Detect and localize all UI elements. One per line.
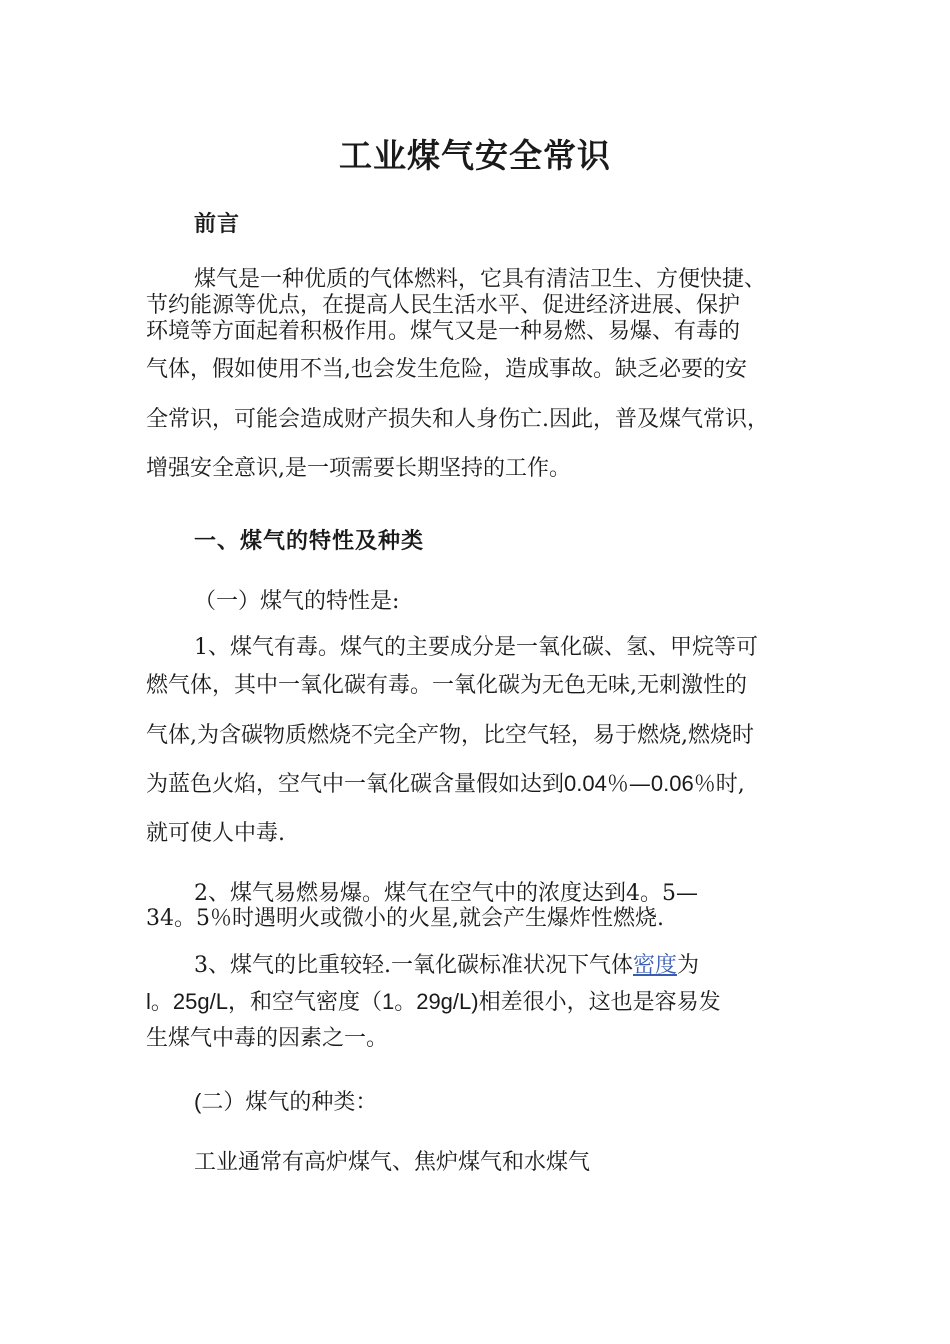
paren: ( [194, 1089, 202, 1114]
subsection-heading: （一）煤气的特性是: [194, 589, 400, 614]
item1-text: ％时, [693, 772, 745, 797]
item1-value: 0.06 [650, 771, 694, 796]
item2-line: 2、煤气易燃易爆。煤气在空气中的浓度达到4。5— [194, 881, 698, 906]
item3-text: ，和空气密度（ [227, 990, 382, 1015]
item3-line [146, 988, 721, 1017]
preface-heading: 前言 [194, 211, 241, 237]
item1-text: ％— [606, 772, 651, 797]
item3-value: l。25g/L [146, 989, 228, 1014]
subsection-heading [194, 1088, 377, 1117]
preface-line: 环境等方面起着积极作用。煤气又是一种易燃、易爆、有毒的 [146, 319, 741, 344]
preface-line: 增强安全意识,是一项需要长期坚持的工作。 [146, 456, 571, 481]
item1-line: 1、煤气有毒。煤气的主要成分是一氧化碳、氢、甲烷等可 [194, 635, 758, 660]
item1-line: 燃气体，其中一氧化碳有毒。一氧化碳为无色无味,无刺激性的 [146, 673, 747, 698]
item3-text: 相差很小，这也是容易发 [478, 990, 721, 1015]
item1-line [146, 770, 745, 799]
section-heading: 一、煤气的特性及种类 [194, 528, 425, 554]
item3-text: 为 [677, 953, 700, 978]
item2-line: 34。5％时遇明火或微小的火星,就会产生爆炸性燃烧. [146, 906, 664, 931]
preface-line: 气体，假如使用不当,也会发生危险，造成事故。缺乏必要的安 [146, 357, 747, 382]
item1-value: 0.04 [564, 771, 607, 796]
preface-line: 煤气是一种优质的气体燃料，它具有清洁卫生、方便快捷、 [194, 267, 767, 292]
types-line: 工业通常有高炉煤气、焦炉煤气和水煤气 [194, 1150, 591, 1175]
preface-line: 全常识，可能会造成财产损失和人身伤亡.因此，普及煤气常识， [146, 407, 769, 432]
density-link[interactable]: 密度 [633, 953, 678, 978]
subsection-text: 二）煤气的种类： [201, 1090, 378, 1115]
document-title: 工业煤气安全常识 [339, 136, 611, 175]
item3-value: 1。29g/L) [381, 989, 479, 1014]
item1-text: 为蓝色火焰，空气中一氧化碳含量假如达到 [146, 772, 565, 797]
preface-line: 节约能源等优点，在提高人民生活水平、促进经济进展、保护 [146, 293, 741, 318]
item3-text: 3、煤气的比重较轻.一氧化碳标准状况下气体 [194, 953, 633, 978]
item1-line: 气体,为含碳物质燃烧不完全产物，比空气轻，易于燃烧,燃烧时 [146, 723, 754, 748]
item3-line [194, 952, 699, 980]
item3-line: 生煤气中毒的因素之一。 [146, 1026, 389, 1051]
item1-line: 就可使人中毒. [146, 821, 285, 846]
